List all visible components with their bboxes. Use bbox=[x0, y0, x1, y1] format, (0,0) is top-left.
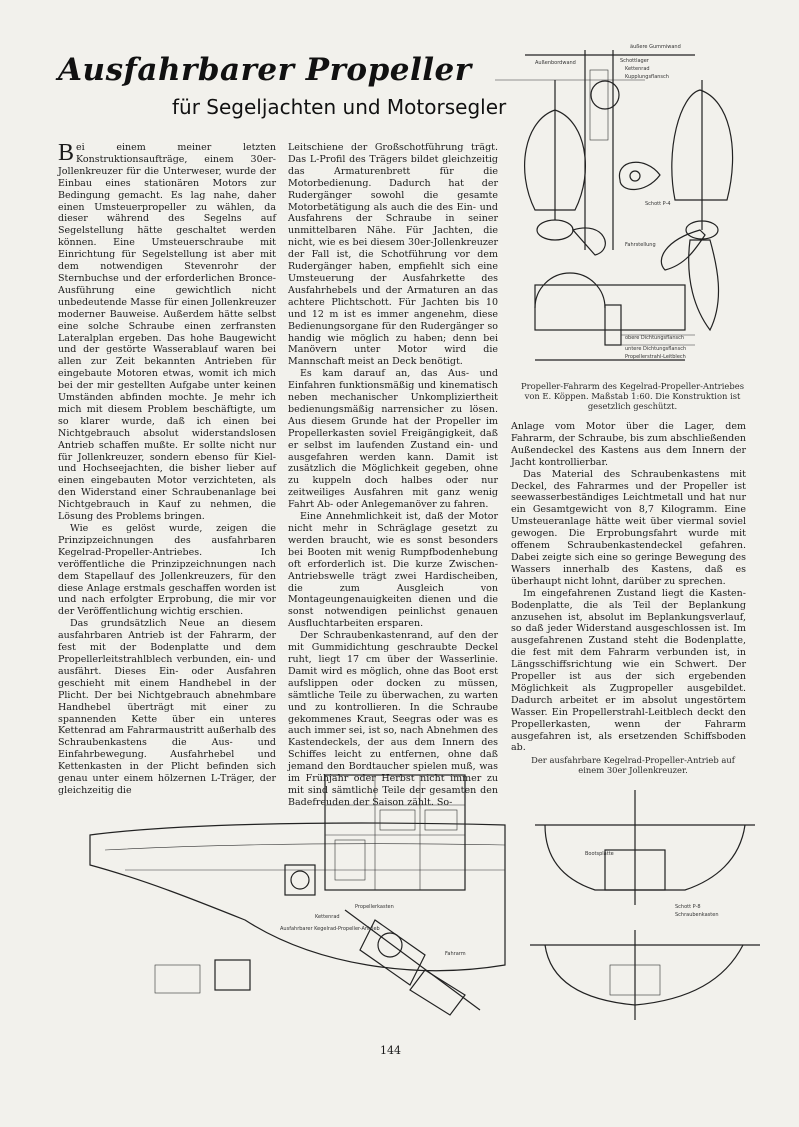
text-column-3 bbox=[511, 421, 746, 754]
figure-caption-middle: Der ausfahrbare Kegelrad-Propeller-Antrieb auf einem 30er Jollenkreuzer. bbox=[531, 755, 735, 776]
paragraph: Anlage vom Motor über die Lager, dem Fahrarm, der Schraube, bis zum abschließenden Außendeckel des Kastens aus dem Innern der Jacht kontrollierbar. bbox=[511, 421, 746, 468]
drawing-label: Ausfahrbarer Kegelrad-Propeller-Antrieb bbox=[280, 926, 380, 932]
page-number: 144 bbox=[380, 1044, 401, 1057]
drawing-label: untere Dichtungsflansch bbox=[625, 346, 687, 352]
cross-section-drawing bbox=[525, 780, 765, 1030]
boat-drawing bbox=[85, 770, 515, 1035]
text-column-1 bbox=[58, 140, 276, 796]
paragraph-text: ei einem meiner letzten Konstruktionsaufträge, einem 30er-Jollenkreuzer für die Unterweser, wurde der Einbau eines stationären Motors zur Bedingung gemacht. Es lag nahe, daher einen Umsteuerpropeller zu wählen, da dieser während des Segelns auf Segelstellung hätte geschaltet werden können. Eine Umsteuerschraube mit Einrichtung für Segelstellung ist aber mit dem notwendigen Stevenrohr der Sternbuchse und der erforderlichen Bronce-Ausführung eine gewichtlich nicht unbedeutende Masse für einen Jollenkreuzer moderner Bauweise. Außerdem hätte selbst eine solche Schraube einen zerfransten Lateralplan ergeben. Das hohe Baugewicht und der gestörte Wasserablauf waren bei allen zur Zeit bekannten Antrieben für eingebaute Motoren etwas, womit ich mich bei der mir gestellten Aufgabe unter keinen Umständen abfinden mochte. Je mehr ich mich mit diesem Problem beschäftigte, um so klarer wurde, daß ich einen bei Nichtgebrauch absolut widerstandslosen Antrieb schaffen mußte. Er sollte nicht nur für Jollenkreuzer, sondern ebenso für Kiel- und Hochseejachten, die bisher lieber auf einen eingebauten Motor verzichteten, als den Widerstand einer Schraubenanlage bei Nichtgebrauch in Kauf zu nehmen, die Lösung des Problems bringen. bbox=[58, 142, 276, 523]
drawing-label: Schraubenkasten bbox=[675, 912, 719, 918]
paragraph: Eine Annehmlichkeit ist, daß der Motor nicht mehr in Schräglage gesetzt zu werden braucht, wie es sonst besonders bei Booten mit wenig Rumpfbodenhebung oft erforderlich ist. Die kurze Zwischen-Antriebswelle trägt zwei Hardischeiben, die zum Ausgleich von Montageungenauigkeiten dienen und die sonst notwendigen peinlichst genauen Ausfluchtarbeiten ersparen. bbox=[288, 511, 498, 630]
paragraph: Der Schraubenkastenrand, auf den der mit Gummidichtung geschraubte Deckel ruht, liegt 17 cm über der Wasserlinie. Damit wird es möglich, ohne das Boot erst aufslippen oder docken zu müssen, sämtliche Teile zu überwachen, zu warten und zu kontrollieren. In die Schraube gekommenes Kraut, Seegras oder was es auch immer sei, ist so, nach Abnehmen des Kastendeckels, der aus dem Innern des Schiffes leicht zu entfernen, ohne daß jemand den Bordtaucher spielen muß, was im Frühjahr oder Herbst nicht immer zu mit sind sämtliche Teile der gesamten den Badefreuden der Saison zählt. So- bbox=[288, 630, 498, 808]
paragraph: Es kam darauf an, das Aus- und Einfahren funktionsmäßig und kinematisch neben mechanischer Unkompliziertheit bedienungsmäßig narrensicher zu lösen. Aus diesem Grunde hat der Propeller im Propellerkasten soviel Freigängigkeit, daß er selbst im laufenden Zustand ein- und ausgefahren werden kann. Damit ist zusätzlich die Möglichkeit gegeben, ohne zu kuppeln doch halbes oder nur zeitweiliges Ausfahren mit ganz wenig Fahrt Ab- oder Anlegemanöver zu fahren. bbox=[288, 368, 498, 511]
text-column-2 bbox=[288, 142, 498, 808]
drawing-label: Propellerstrahl-Leitblech bbox=[625, 354, 686, 360]
paragraph: Im eingefahrenen Zustand liegt die Kasten-Bodenplatte, die als Teil der Beplankung anzusehen ist, absolut im Beplankungsverlauf, so daß jeder Widerstand ausgeschlossen ist. Im ausgefahrenen Zustand steht die Bodenplatte, die fest mit dem Fahrarm verbunden ist, in Längsschiffsrichtung wie ein Schwert. Der Propeller ist aus der sich ergebenden Möglichkeit als Zugpropeller ausgebildet. Dadurch arbeitet er im absolut ungestörtem Wasser. Ein Propellerstrahl-Leitblech deckt den Propellerkasten, wenn der Fahrarm ausgefahren ist, als ersetzenden Schiffsboden ab. bbox=[511, 587, 746, 754]
article-subtitle: für Segeljachten und Motorsegler bbox=[172, 95, 507, 119]
drawing-label: Kettenrad bbox=[625, 66, 650, 72]
drawing-label: Fahrarm bbox=[445, 951, 466, 957]
drawing-label: Bootsplatte bbox=[585, 851, 614, 857]
paragraph: Das grundsätzlich Neue an diesem ausfahrbaren Antrieb ist der Fahrarm, der fest mit der Bodenplatte und dem Propellerleitstrahlblech verbunden, ein- und ausfährt. Dieses Ein- oder Ausfahren geschieht mit einem Handhebel in der Plicht. Der bei Nichtgebrauch abnehmbare Handhebel überträgt mit einer zu spannenden Kette über ein unteres Kettenrad am Fahrarmaustritt außerhalb des Schraubenkastens die Aus- und Einfahrbewegung. Ausfahrhebel und Kettenkasten in der Plicht befinden sich genau unter einem hölzernen L-Träger, der gleichzeitig die bbox=[58, 618, 276, 796]
figure-caption-top: Propeller-Fahrarm des Kegelrad-Propeller-Antriebes von E. Köppen. Maßstab 1:60. Die Konstruktion ist gesetzlich geschützt. bbox=[520, 381, 745, 412]
propeller-drawing-top bbox=[495, 40, 755, 380]
drawing-label: Außenbordwand bbox=[535, 60, 576, 66]
paragraph: Wie es gelöst wurde, zeigen die Prinzipzeichnungen des ausfahrbaren Kegelrad-Propeller-Antriebes. Ich veröffentliche die Prinzipzeichnungen nach dem Stapellauf des Jollenkreuzers, für den diese Anlage erstmals geschaffen worden ist und nach erfolgter Erprobung, die mir vor der Veröffentlichung wichtig erschien. bbox=[58, 523, 276, 618]
drawing-label: Schottlager bbox=[620, 58, 649, 64]
drawing-label: Propellerkasten bbox=[355, 904, 394, 910]
drop-cap: B bbox=[58, 140, 75, 166]
drawing-label: Schott P-8 bbox=[675, 904, 701, 910]
drawing-label: obere Dichtungsflansch bbox=[625, 335, 685, 341]
drawing-label: Kupplungsflansch bbox=[625, 74, 669, 80]
drawing-label: Fahrstellung bbox=[625, 242, 656, 248]
drawing-label: äußere Gummiwand bbox=[630, 44, 681, 50]
paragraph bbox=[58, 142, 276, 523]
article-title: Ausfahrbarer Propeller bbox=[58, 52, 472, 88]
drawing-label: Kettenrad bbox=[315, 914, 340, 920]
drawing-label: Schott P-4 bbox=[645, 201, 671, 207]
paragraph: Leitschiene der Großschotführung trägt. Das L-Profil des Trägers bildet gleichzeitig das Armaturenbrett für die Motorbedienung. Dadurch hat der Rudergänger sowohl die gesamte Motorbetätigung als auch die des Ein- und Ausfahrens der Schraube in seiner unmittelbaren Nähe. Für Jachten, die nicht, wie es bei diesem 30er-Jollenkreuzer der Fall ist, die Schotführung vor dem Rudergänger haben, empfiehlt sich eine Umsteuerung der Ausfahrkette des Ausfahrhebels und der Armaturen an das achtere Plichtschott. Für Jachten bis 10 und 12 m ist es immer angenehm, diese Bedienungsorgane für den Rudergänger so handig wie möglich zu haben; denn bei Manövern unter Motor wird die Mannschaft meist an Deck benötigt. bbox=[288, 142, 498, 368]
paragraph: Das Material des Schraubenkastens mit Deckel, des Fahrarmes und der Propeller ist seewasserbeständiges Leichtmetall und hat nur ein Gesamtgewicht von 8,7 Kilogramm. Eine Umsteueranlage hätte weit über viermal soviel gewogen. Die Erprobungsfahrt wurde mit offenem Schraubenkastendeckel gefahren. Dabei zeigte sich eine so geringe Bewegung des Wassers innerhalb des Kastens, daß es überhaupt nicht lohnt, darüber zu sprechen. bbox=[511, 468, 746, 587]
